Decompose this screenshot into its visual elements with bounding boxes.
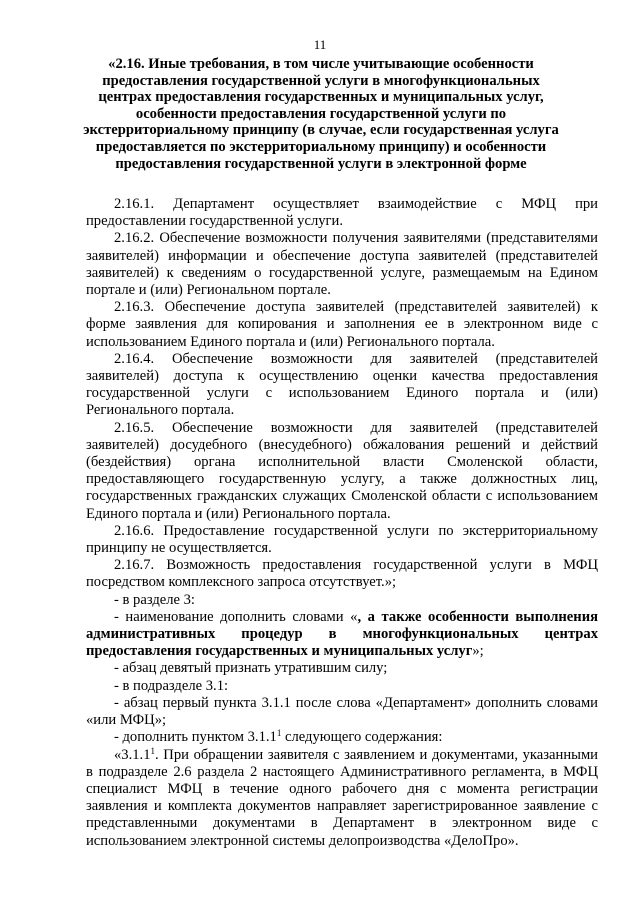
add-point-tail: следующего содержания: [281, 729, 443, 746]
point-number: «3.1.1 [114, 746, 151, 763]
paragraph-2-16-3: 2.16.3. Обеспечение доступа заявителей (представителей заявителей) к форме заявления для копирования и заполнения ее в электронном виде с использованием Единого портала и (или) Регионального портала. [86, 299, 598, 350]
amendment-title [86, 609, 598, 661]
point-number-sup: 1 [150, 745, 155, 756]
paragraph-2-16-4: 2.16.4. Обеспечение возможности для заявителей (представителей заявителей) доступа к осуществлению оценки качества предоставления государственной услуги с использованием Единого портала и (или) Регионального портала. [86, 350, 598, 419]
paragraph-2-16-6: 2.16.6. Предоставление государственной услуги по экстерриториальному принципу не осуществляется. [86, 522, 598, 557]
amendment-title-bold: , а также особенности выполнения административных процедур в многофункциональных центрах предоставления государственных и муниципальных услуг [86, 608, 598, 660]
amendment-title-tail: »; [472, 643, 484, 660]
point-3-1-1-1-text [86, 747, 598, 850]
add-point-lead: - дополнить пунктом 3.1.1 [114, 729, 277, 746]
add-point-sup: 1 [276, 728, 282, 739]
amendment-subsection-3-1: - в подразделе 3.1: [114, 677, 229, 694]
paragraph-2-16-2: 2.16.2. Обеспечение возможности получения заявителями (представителями заявителей) информации и обеспечение доступа заявителей (представителей заявителей) к сведениям о государственной услуге, размещаемым на Едином портале и (или) Региональном портале. [86, 230, 598, 299]
page-number: 11 [313, 37, 327, 52]
amendment-paragraph-nine: - абзац девятый признать утратившим силу; [114, 660, 388, 677]
paragraph-2-16-5: 2.16.5. Обеспечение возможности для заявителей (представителей заявителей) досудебного (внесудебного) обжалования решений и действий (бездействия) органа исполнительной власти Смоленской области, предоставляющего государственную услугу, а также должностных лиц, государственных гражданских служащих Смоленской области с использованием Единого портала и (или) Регионального портала. [86, 419, 598, 522]
section-heading: «2.16. Иные требования, в том числе учитывающие особенности предоставления государственной услуги в многофункциональных центрах предоставления государственных и муниципальных услуг, особенности предоставления государственной услуги по экстерриториальному принципу (в случае, если государственная услуга предоставляется по экстерриториальному принципу) и особенности предоставления государственной услуги в электронной форме [83, 56, 559, 172]
point-text: . При обращении заявителя с заявлением и документами, указанными в подразделе 2.6 раздела 2 настоящего Административного регламента, в МФЦ специалист МФЦ в течение одного рабочего дня с момента регистрации заявления и комплекта документов направляет зарегистрированное заявление с представленными документами в Департамент в электронном виде с использованием электронной системы делопроизводства «ДелоПро». [86, 746, 598, 849]
amendment-add-point [86, 729, 598, 746]
amendment-title-lead: - наименование дополнить словами « [114, 608, 358, 625]
amendment-point-3-1-1: - абзац первый пункта 3.1.1 после слова «Департамент» дополнить словами «или МФЦ»; [86, 694, 598, 729]
paragraph-2-16-1: 2.16.1. Департамент осуществляет взаимодействие с МФЦ при предоставлении государственной услуги. [86, 196, 598, 230]
amendment-section-3: - в разделе 3: [114, 591, 195, 608]
document-body [86, 196, 598, 850]
paragraph-2-16-7: 2.16.7. Возможность предоставления государственной услуги в МФЦ посредством комплексного запроса отсутствует.»; [86, 557, 598, 591]
